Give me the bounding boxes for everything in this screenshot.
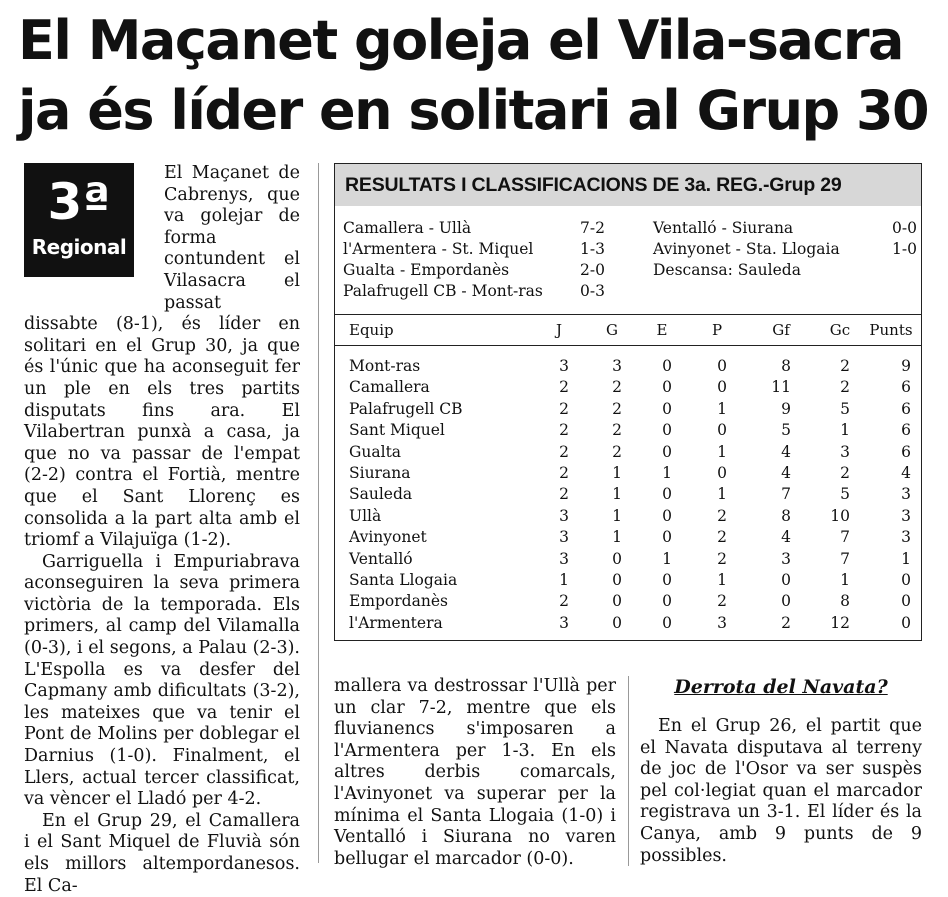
stat-cell: 0 (662, 399, 672, 418)
team-name: Ventalló (349, 549, 413, 568)
stat-cell: 2 (559, 464, 569, 482)
team-name: Gualta (349, 442, 402, 461)
stat-cell: 0 (612, 549, 622, 568)
stat-cell: 0 (662, 378, 672, 397)
stat-cell: 4 (781, 442, 791, 461)
stat-cell: 3 (901, 485, 911, 504)
stat-cell: 7 (840, 549, 850, 568)
column-header: J (555, 321, 562, 339)
article-paragraph-1: El Maçanet de Cabrenys, que va golejar de forma contundent el Vilasacra el passat dissabte (8-1), és líder en solitari en el Grup 30, ja que és l'únic que ha aconseguit fer un ple en els tres partits disputats fins ara. El Vilabertran punxà a casa, ja que no va passar de l'empat (2-2) contra el Fortià, mentre que el Sant Llorenç es consolida a la part alta amb el triomf a Vilajuïga (1-2). (24, 163, 300, 551)
stat-cell: 2 (612, 378, 622, 397)
stat-cell: 11 (771, 378, 791, 397)
stat-cell: 3 (559, 528, 569, 547)
team-name: Avinyonet (349, 528, 427, 547)
stat-cell: 0 (717, 378, 727, 397)
result-match: Palafrugell CB - Mont-ras (343, 282, 543, 300)
standings-table (335, 346, 921, 642)
results-panel (334, 163, 922, 641)
column-header: Gc (829, 321, 851, 339)
team-name: Siurana (349, 464, 411, 482)
stat-cell: 0 (901, 592, 911, 611)
column-header: Punts (869, 321, 913, 339)
stat-cell: 2 (559, 485, 569, 504)
stat-cell: 1 (717, 399, 727, 418)
stat-cell: 0 (662, 357, 672, 375)
stat-cell: 0 (612, 592, 622, 611)
stat-cell: 2 (717, 528, 727, 547)
stat-cell: 1 (612, 528, 622, 547)
article-column-3 (640, 676, 922, 867)
stat-cell: 0 (717, 464, 727, 482)
stat-cell: 2 (781, 613, 791, 632)
stat-cell: 8 (781, 357, 791, 375)
stat-cell: 3 (559, 357, 569, 375)
team-name: Empordanès (349, 592, 448, 611)
stat-cell: 2 (559, 442, 569, 461)
stat-cell: 1 (840, 571, 850, 589)
stat-cell: 0 (662, 613, 672, 632)
stat-cell: 4 (781, 528, 791, 547)
result-match: Gualta - Empordanès (343, 261, 510, 279)
stat-cell: 7 (840, 528, 850, 547)
badge-number: 3ª (47, 173, 111, 231)
stat-cell: 3 (559, 549, 569, 568)
stat-cell: 2 (717, 592, 727, 611)
stat-cell: 2 (559, 399, 569, 418)
stat-cell: 0 (662, 592, 672, 611)
match-results (335, 206, 921, 315)
stat-cell: 5 (840, 399, 850, 418)
stat-cell: 1 (717, 571, 727, 589)
result-score: 1-3 (580, 240, 605, 258)
stat-cell: 1 (612, 464, 622, 482)
stat-cell: 5 (840, 485, 850, 504)
headline-line-1: El Maçanet goleja el Vila-sacra (18, 9, 903, 72)
stat-cell: 1 (662, 464, 672, 482)
stat-cell: 0 (901, 613, 911, 632)
team-name: Ullà (349, 506, 382, 525)
team-name: Sauleda (349, 485, 413, 504)
stat-cell: 1 (717, 442, 727, 461)
team-name: Mont-ras (349, 357, 421, 375)
stat-cell: 8 (781, 506, 791, 525)
stat-cell: 0 (781, 592, 791, 611)
stat-cell: 0 (781, 571, 791, 589)
result-score: 0-3 (580, 282, 605, 300)
result-match: Ventalló - Siurana (653, 219, 794, 237)
stat-cell: 0 (662, 571, 672, 589)
team-name: l'Armentera (349, 613, 443, 632)
stat-cell: 0 (717, 357, 727, 375)
badge-label: Regional (31, 235, 127, 259)
subhead: Derrota del Navata? (674, 676, 888, 698)
stat-cell: 2 (559, 421, 569, 440)
stat-cell: 3 (781, 549, 791, 568)
stat-cell: 12 (830, 613, 850, 632)
stat-cell: 3 (840, 442, 850, 461)
stat-cell: 2 (840, 378, 850, 397)
stat-cell: 2 (612, 421, 622, 440)
section-badge (24, 163, 134, 277)
stat-cell: 6 (901, 378, 911, 397)
team-name: Santa Llogaia (349, 571, 458, 589)
headline-line-2: ja és líder en solitari al Grup 30 (18, 79, 929, 142)
stat-cell: 3 (559, 613, 569, 632)
team-name: Camallera (349, 378, 430, 397)
result-match: Avinyonet - Sta. Llogaia (653, 240, 840, 258)
stat-cell: 2 (840, 357, 850, 375)
stat-cell: 9 (901, 357, 911, 375)
result-score: 0-0 (892, 219, 917, 237)
article-paragraph-4: En el Grup 26, el partit que el Navata disputava al terreny de joc de l'Osor va ser suspès pel col·legiat quan el marcador registrava un 3-1. El líder és la Canya, amb 9 punts de 9 possibles. (640, 716, 922, 866)
column-header: Equip (349, 321, 394, 339)
stat-cell: 6 (901, 421, 911, 440)
stat-cell: 0 (662, 485, 672, 504)
result-score: 2-0 (580, 261, 605, 279)
column-header: P (711, 321, 723, 339)
column-header: Gf (772, 321, 790, 339)
team-name: Palafrugell CB (349, 399, 463, 418)
column-header: G (606, 321, 618, 339)
stat-cell: 1 (901, 549, 911, 568)
stat-cell: 0 (662, 421, 672, 440)
result-score: 7-2 (580, 219, 605, 237)
stat-cell: 1 (840, 421, 850, 440)
stat-cell: 6 (901, 399, 911, 418)
stat-cell: 5 (781, 421, 791, 440)
stat-cell: 2 (612, 399, 622, 418)
column-header: E (656, 321, 668, 339)
team-name: Sant Miquel (349, 421, 445, 440)
stat-cell: 1 (559, 571, 569, 589)
stat-cell: 2 (559, 592, 569, 611)
article-paragraph-3: En el Grup 29, el Camallera i el Sant Miquel de Fluvià són els millors altempordanesos. El Ca- (24, 810, 300, 896)
stat-cell: 1 (612, 506, 622, 525)
stat-cell: 0 (717, 421, 727, 440)
result-match: Camallera - Ullà (343, 219, 472, 237)
stat-cell: 0 (901, 571, 911, 589)
stat-cell: 10 (830, 506, 850, 525)
stat-cell: 3 (612, 357, 622, 375)
stat-cell: 2 (717, 549, 727, 568)
stat-cell: 0 (612, 571, 622, 589)
stat-cell: 0 (662, 442, 672, 461)
stat-cell: 3 (717, 613, 727, 632)
stat-cell: 3 (901, 528, 911, 547)
stat-cell: 2 (612, 442, 622, 461)
stat-cell: 1 (717, 485, 727, 504)
stat-cell: 3 (559, 506, 569, 525)
stat-cell: 0 (662, 506, 672, 525)
stat-cell: 1 (662, 549, 672, 568)
stat-cell: 2 (559, 378, 569, 397)
stat-cell: 1 (612, 485, 622, 504)
column-divider-lower (628, 676, 629, 866)
result-score: 1-0 (892, 240, 917, 258)
standings-header (335, 315, 921, 346)
stat-cell: 6 (901, 442, 911, 461)
stat-cell: 0 (612, 613, 622, 632)
column-divider (318, 163, 319, 863)
result-match: Descansa: Sauleda (653, 261, 801, 279)
stat-cell: 8 (840, 592, 850, 611)
stat-cell: 2 (717, 506, 727, 525)
headline (18, 6, 938, 146)
article-paragraph-2: Garriguella i Empuriabrava aconseguiren la seva primera victòria de la temporada. Els primers, al camp del Vilamalla (0-3), i el segons, a Palau (2-3). L'Espolla es va desfer del Capmany amb dificultats (3-2), les mateixes que va tenir el Pont de Molins per doblegar el Darnius (1-0). Finalment, el Llers, actual tercer classificat, va vèncer el Lladó per 4-2. (24, 551, 300, 810)
result-match: l'Armentera - St. Miquel (343, 240, 534, 258)
stat-cell: 9 (781, 399, 791, 418)
stat-cell: 4 (781, 464, 791, 482)
stat-cell: 2 (840, 464, 850, 482)
stat-cell: 7 (781, 485, 791, 504)
results-panel-title: RESULTATS I CLASSIFICACIONS DE 3a. REG.-Grup 29 (335, 164, 921, 206)
stat-cell: 4 (901, 464, 911, 482)
article-column-2: mallera va destrossar l'Ullà per un clar 7-2, mentre que els fluvianencs s'imposaren a l'Armentera per 1-3. En els altres derbis comarcals, l'Avinyonet va superar per la mínima el Santa Llogaia (1-0) i Ventalló i Siurana no varen bellugar el marcador (0-0). (334, 676, 616, 869)
stat-cell: 3 (901, 506, 911, 525)
stat-cell: 0 (662, 528, 672, 547)
